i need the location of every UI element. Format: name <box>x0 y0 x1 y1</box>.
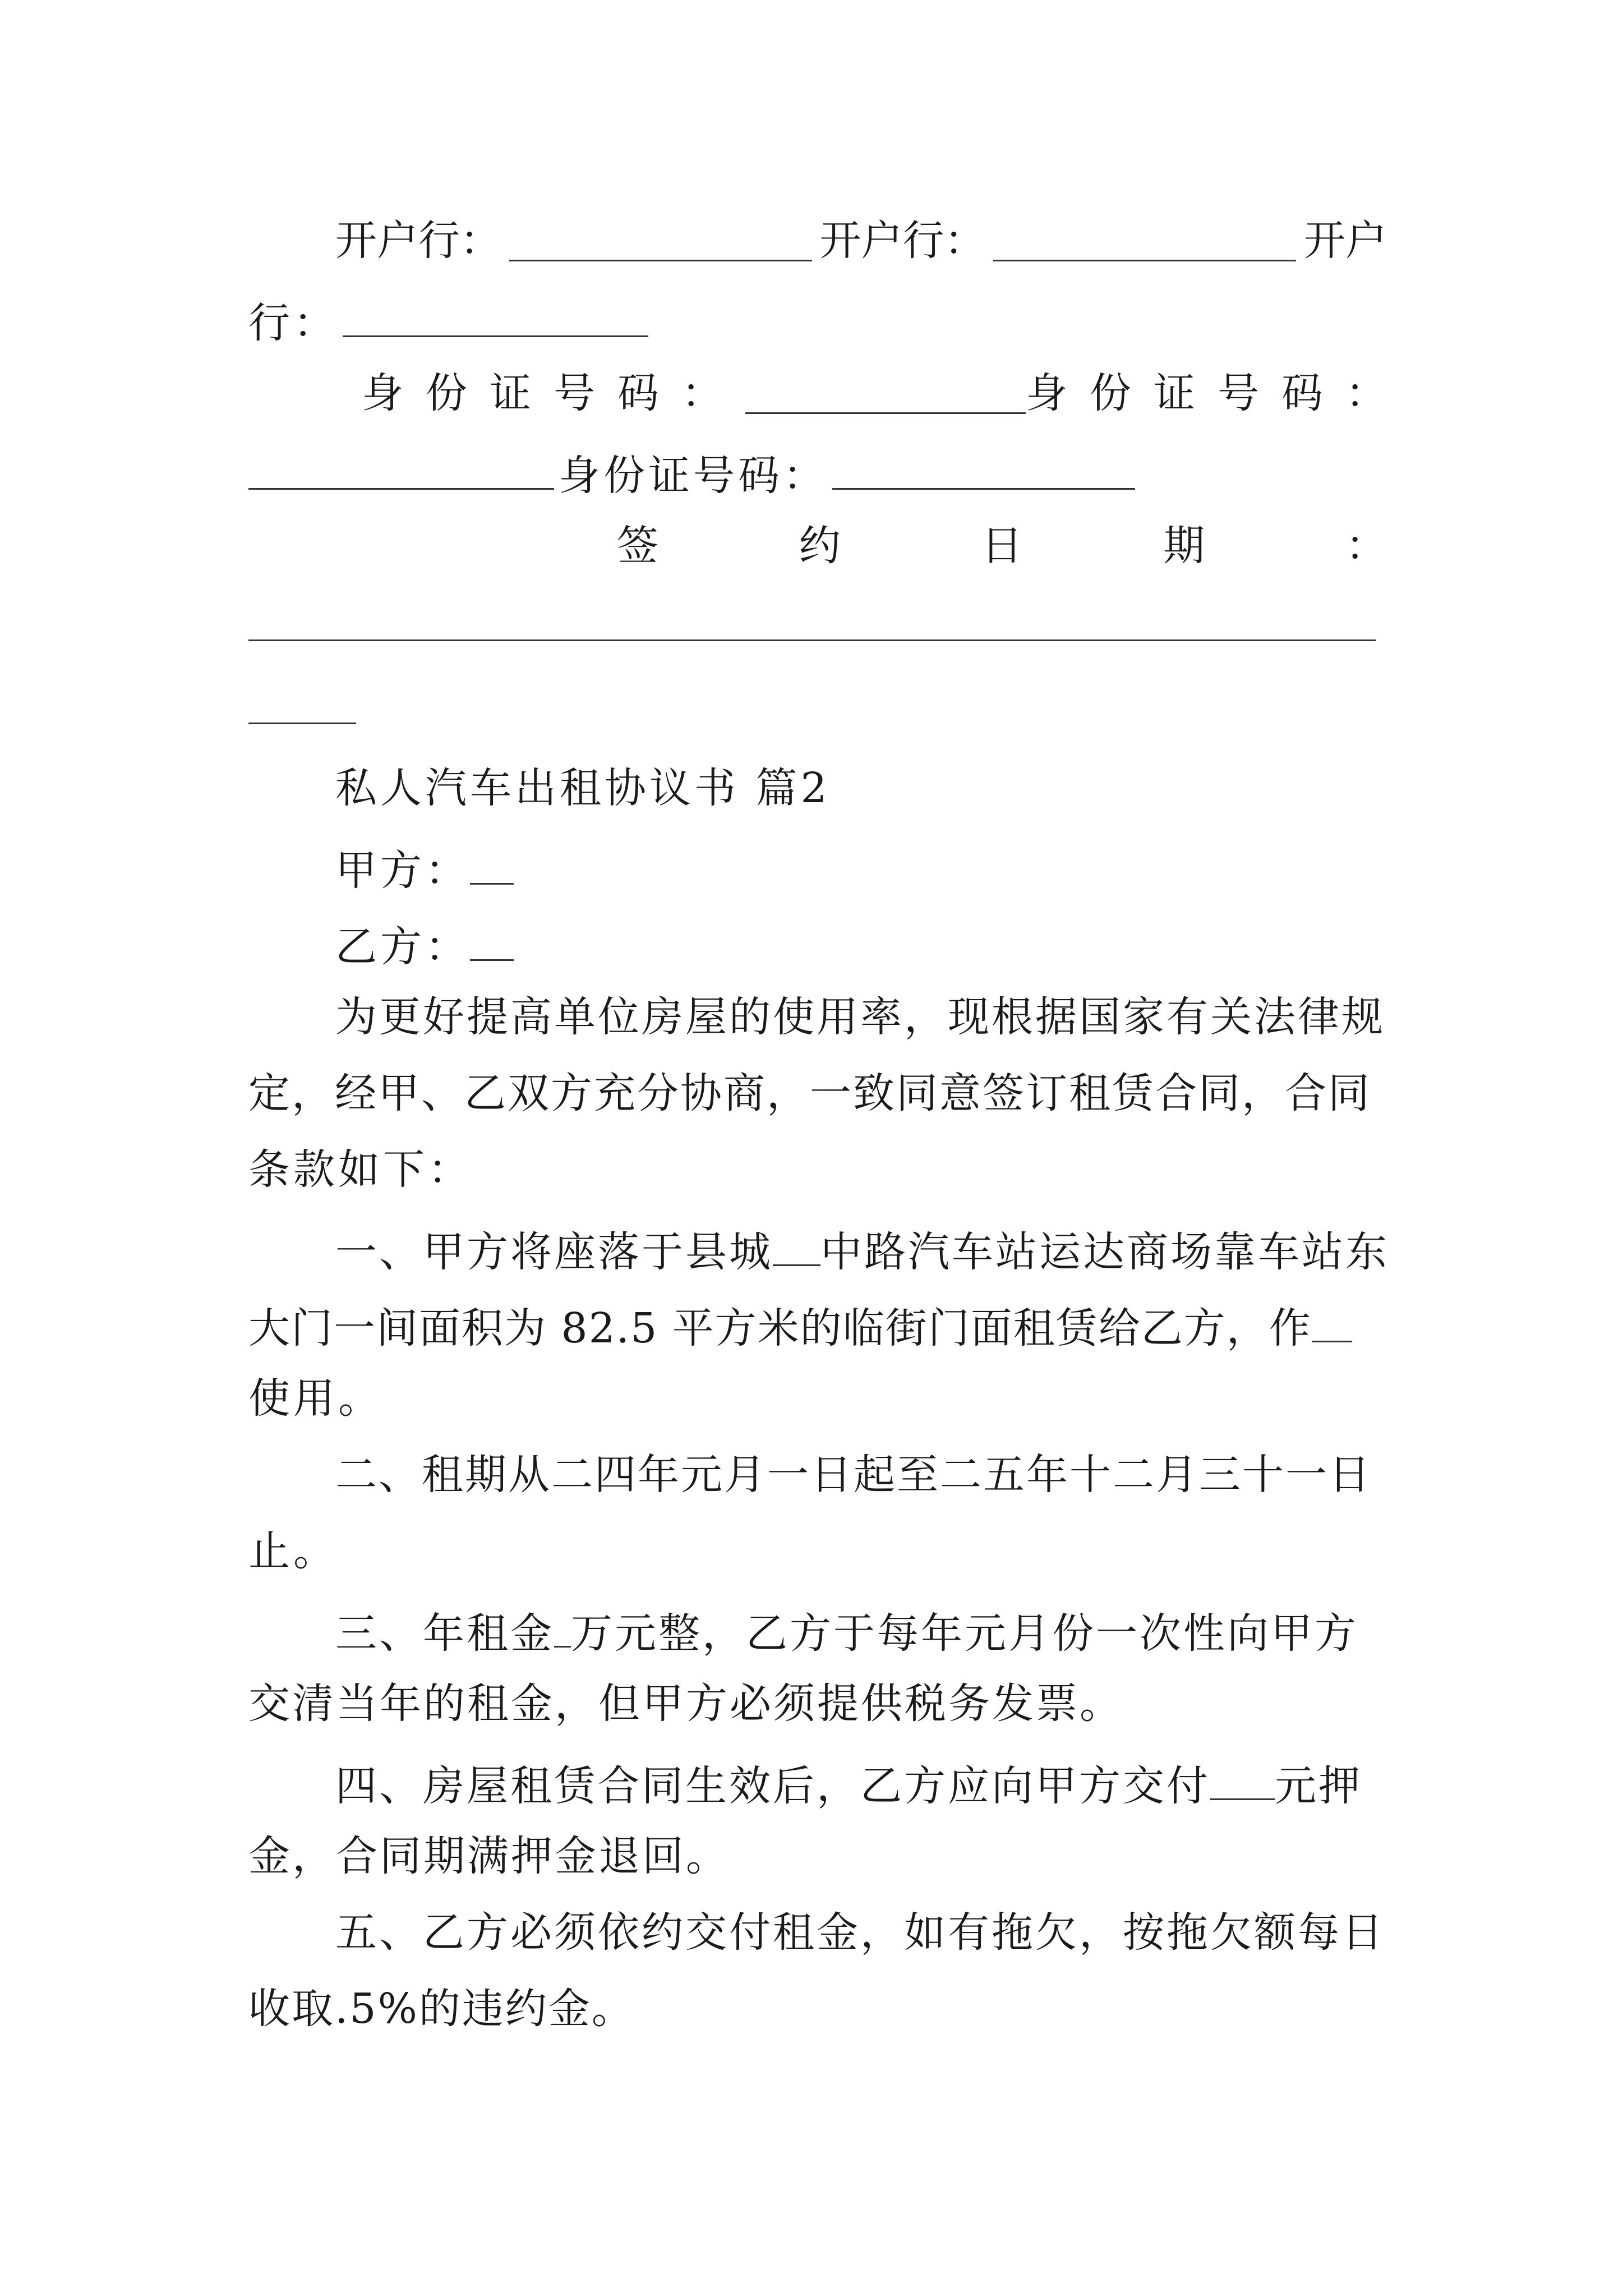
bank-label-2: 开户行： <box>819 217 986 265</box>
clause-3-text-b: 万元整，乙方于每年元月份一次性向甲方 <box>571 1609 1358 1658</box>
clause-2-line-1: 二、租期从二四年元月一日起至二五年十二月三十一日 <box>335 1451 1372 1499</box>
id-blank-2 <box>248 449 554 490</box>
clause-1-blank-2 <box>1312 1301 1352 1342</box>
clause-1-text-b: 中路汽车站运达商场靠车站东 <box>820 1228 1389 1277</box>
clause-1-text-c: 大门一间面积为 82.5 平方米的临街门面租赁给乙方，作 <box>248 1304 1312 1353</box>
clause-1-line-2 <box>248 1301 1387 1353</box>
id-row-2 <box>248 449 1387 500</box>
party-a-line <box>335 844 1474 895</box>
clause-2-line-2: 止。 <box>248 1527 338 1575</box>
bank-blank-2 <box>993 220 1296 261</box>
clause-1-text-a: 一、甲方将座落于县城 <box>335 1228 773 1277</box>
party-a-label: 甲方： <box>335 846 470 895</box>
bank-blank-1 <box>509 220 812 261</box>
id-label-3: 身份证号码： <box>559 452 828 500</box>
party-b-label: 乙方： <box>335 923 470 972</box>
id-blank-1 <box>745 373 1026 414</box>
clause-4-blank <box>1210 1759 1275 1800</box>
date-row <box>617 522 1387 570</box>
intro-line-2: 定，经甲、乙双方充分协商，一致同意签订租赁合同，合同 <box>248 1069 1371 1117</box>
party-b-line <box>335 920 1474 972</box>
date-char-2: 约 <box>799 522 841 570</box>
bank-label-3b: 行： <box>248 299 338 348</box>
id-label-1: 身份证号码： <box>362 369 745 417</box>
party-b-blank <box>470 920 514 961</box>
date-char-3: 日 <box>981 522 1023 570</box>
section-title: 私人汽车出租协议书 篇2 <box>335 764 831 812</box>
bank-label-3a: 开户 <box>1304 217 1387 265</box>
clause-4-text-b: 元押 <box>1275 1762 1362 1811</box>
date-blank-line-2 <box>248 723 356 724</box>
date-blank-line-1 <box>248 639 1376 641</box>
clause-4-text-a: 四、房屋租赁合同生效后，乙方应向甲方交付 <box>335 1762 1210 1811</box>
date-char-5: ： <box>1345 522 1387 570</box>
clause-3-line-1 <box>335 1607 1474 1658</box>
clause-4-line-1 <box>335 1759 1474 1811</box>
clause-3-line-2: 交清当年的租金，但甲方必须提供税务发票。 <box>248 1680 1123 1728</box>
id-label-2: 身份证号码： <box>1026 369 1409 417</box>
intro-line-1: 为更好提高单位房屋的使用率，现根据国家有关法律规 <box>335 993 1385 1041</box>
clause-1-blank-1 <box>773 1225 820 1266</box>
bank-row-1 <box>335 217 1387 265</box>
clause-3-text-a: 三、年租金 <box>335 1609 554 1658</box>
party-a-blank <box>470 844 514 885</box>
clause-1-line-1 <box>335 1225 1474 1277</box>
bank-row-2 <box>248 296 1387 348</box>
date-char-1: 签 <box>617 522 658 570</box>
clause-3-blank <box>554 1607 571 1648</box>
bank-blank-3 <box>343 296 648 337</box>
bank-label-1: 开户行： <box>335 217 501 265</box>
clause-5-line-1: 五、乙方必须依约交付租金，如有拖欠，按拖欠额每日 <box>335 1908 1385 1957</box>
clause-1-line-3: 使用。 <box>248 1374 383 1423</box>
date-char-4: 期 <box>1163 522 1205 570</box>
id-blank-3 <box>832 449 1135 490</box>
clause-4-line-2: 金，合同期满押金退回。 <box>248 1832 730 1880</box>
intro-line-3: 条款如下： <box>248 1145 473 1194</box>
id-row-1 <box>362 369 1409 417</box>
clause-5-line-2: 收取.5%的违约金。 <box>248 1985 635 2033</box>
